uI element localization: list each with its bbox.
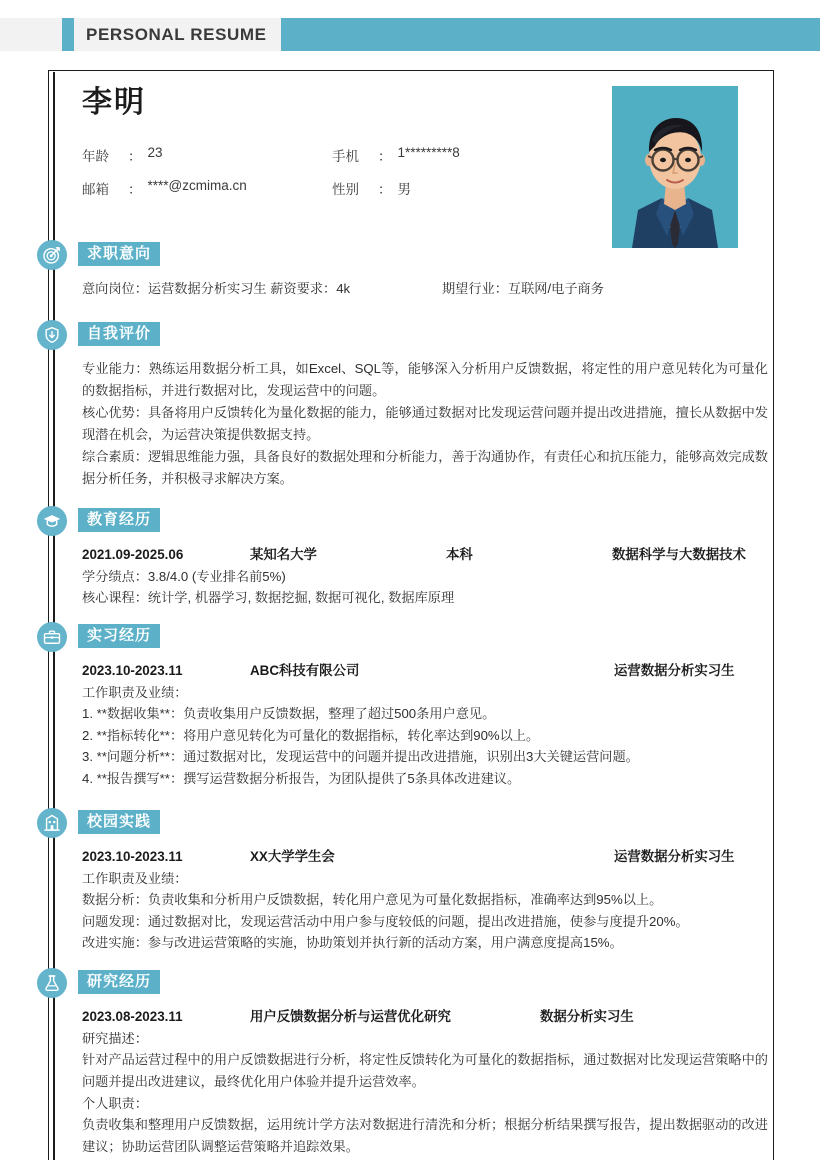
graduation-cap-icon	[37, 506, 67, 536]
section-title-self-evaluation: 自我评价	[78, 322, 160, 346]
section-job-intention	[0, 240, 820, 297]
job-intention-row	[82, 278, 768, 297]
info-item-gender	[332, 178, 582, 198]
section-body	[82, 536, 768, 608]
campus-organization: XX大学学生会	[250, 849, 335, 864]
section-research	[0, 968, 820, 1158]
campus-item-1: 数据分析：负责收集和分析用户反馈数据，转化用户意见为可量化数据指标，准确率达到95%以上。	[82, 892, 663, 907]
briefcase-icon	[37, 622, 67, 652]
info-colon: ：	[128, 182, 142, 197]
section-self-evaluation	[0, 320, 820, 490]
research-description-text: 针对产品运营过程中的用户反馈数据进行分析，将定性反馈转化为可量化的数据指标，通过数据对比发现运营策略中的问题并提出改进建议，最终优化用户体验并提升运营效率。	[82, 1052, 768, 1089]
section-header	[0, 968, 820, 998]
info-colon: ：	[128, 149, 142, 164]
campus-role: 运营数据分析实习生	[614, 849, 735, 864]
internship-item-1: 1. **数据收集**：负责收集用户反馈数据，整理了超过500条用户意见。	[82, 706, 496, 721]
section-body	[82, 270, 768, 297]
info-item-age	[82, 145, 332, 165]
education-degree: 本科	[446, 547, 473, 562]
education-major: 数据科学与大数据技术	[612, 547, 746, 562]
info-label-age: 年龄	[82, 149, 109, 164]
contact-info-grid	[82, 145, 582, 198]
info-colon: ：	[378, 149, 392, 164]
section-education	[0, 506, 820, 608]
info-value-email: ****@zcmima.cn	[147, 178, 247, 193]
research-project: 用户反馈数据分析与运营优化研究	[250, 1009, 451, 1024]
section-body	[82, 838, 768, 954]
section-header	[0, 808, 820, 838]
research-date: 2023.08-2023.11	[82, 1009, 183, 1024]
campus-item-2: 问题发现：通过数据对比，发现运营活动中用户参与度较低的问题，提出改进措施，使参与度提升20%。	[82, 913, 689, 929]
section-title-job-intention: 求职意向	[78, 242, 160, 266]
section-body	[82, 350, 768, 490]
school-building-icon	[37, 808, 67, 838]
section-internship	[0, 622, 820, 789]
education-courses: 核心课程：统计学, 机器学习, 数据挖掘, 数据可视化, 数据库原理	[82, 590, 455, 605]
internship-role: 运营数据分析实习生	[614, 663, 735, 678]
section-title-internship: 实习经历	[78, 624, 160, 648]
identity-block	[82, 86, 582, 198]
internship-subtitle: 工作职责及业绩：	[82, 685, 188, 700]
campus-date: 2023.10-2023.11	[82, 849, 183, 864]
campus-subtitle: 工作职责及业绩：	[82, 871, 188, 886]
section-title-research: 研究经历	[78, 970, 160, 994]
info-colon: ：	[378, 182, 392, 197]
section-title-campus-practice: 校园实践	[78, 810, 160, 834]
flask-icon	[37, 968, 67, 998]
profile-photo	[612, 86, 738, 248]
research-duty-label: 个人职责：	[82, 1096, 148, 1111]
education-date: 2021.09-2025.06	[82, 547, 184, 562]
campus-entry-header	[82, 846, 768, 865]
internship-date: 2023.10-2023.11	[82, 663, 183, 678]
info-label-email: 邮箱	[82, 182, 109, 197]
research-description-label: 研究描述：	[82, 1031, 148, 1046]
banner-accent-block	[62, 18, 74, 51]
profile-photo-illustration	[612, 86, 738, 248]
self-eval-paragraph-quality: 综合素质：逻辑思维能力强，具备良好的数据处理和分析能力，善于沟通协作，有责任心和抗压能力，能够高效完成数据分析任务，并积极寻求解决方案。	[82, 449, 768, 486]
section-header	[0, 506, 820, 536]
info-value-age: 23	[147, 145, 163, 160]
intended-position: 意向岗位：运营数据分析实习生 薪资要求：4k	[82, 281, 351, 296]
education-gpa: 学分绩点：3.8/4.0 (专业排名前5%)	[82, 569, 286, 584]
section-campus-practice	[0, 808, 820, 954]
campus-item-3: 改进实施：参与改进运营策略的实施，协助策划并执行新的活动方案，用户满意度提高15%。	[82, 935, 623, 950]
candidate-name: 李明	[82, 86, 146, 119]
internship-item-2: 2. **指标转化**：将用户意见转化为可量化的数据指标，转化率达到90%以上。	[82, 727, 540, 743]
header-banner	[0, 18, 820, 51]
banner-title-wrap	[74, 18, 281, 51]
banner-title: PERSONAL RESUME	[86, 24, 267, 44]
info-value-gender: 男	[397, 182, 411, 197]
education-school: 某知名大学	[250, 547, 317, 562]
internship-entry-header	[82, 660, 768, 679]
research-duty-text: 负责收集和整理用户反馈数据，运用统计学方法对数据进行清洗和分析；根据分析结果撰写报告，提出数据驱动的改进建议；协助运营团队调整运营策略并追踪效果。	[82, 1117, 768, 1154]
section-header	[0, 622, 820, 652]
target-icon	[37, 240, 67, 270]
shield-icon	[37, 320, 67, 350]
internship-item-3: 3. **问题分析**：通过数据对比，发现运营中的问题并提出改进措施，识别出3大关键运营问题。	[82, 749, 639, 764]
internship-company: ABC科技有限公司	[250, 663, 360, 678]
section-body	[82, 652, 768, 789]
info-label-gender: 性别	[332, 182, 359, 197]
info-label-phone: 手机	[332, 149, 359, 164]
research-entry-header	[82, 1006, 768, 1025]
section-header	[0, 320, 820, 350]
section-header	[0, 240, 820, 270]
banner-bar	[281, 18, 820, 51]
internship-item-4: 4. **报告撰写**：撰写运营数据分析报告，为团队提供了5条具体改进建议。	[82, 770, 521, 786]
info-value-phone: 1*********8	[397, 145, 460, 160]
self-eval-paragraph-professional: 专业能力：熟练运用数据分析工具，如Excel、SQL等，能够深入分析用户反馈数据，将定性的用户意见转化为可量化的数据指标，并进行数据对比，发现运营中的问题。	[82, 361, 768, 398]
info-item-phone	[332, 145, 582, 165]
self-eval-paragraph-strength: 核心优势：具备将用户反馈转化为量化数据的能力，能够通过数据对比发现运营问题并提出改进措施，擅长从数据中发现潜在机会，为运营决策提供数据支持。	[82, 405, 768, 442]
section-body	[82, 998, 768, 1158]
education-entry-header	[82, 544, 768, 563]
section-title-education: 教育经历	[78, 508, 160, 532]
expected-industry: 期望行业：互联网/电子商务	[442, 281, 604, 296]
banner-left-pad	[0, 18, 62, 51]
research-role: 数据分析实习生	[540, 1009, 634, 1024]
info-item-email	[82, 178, 332, 198]
